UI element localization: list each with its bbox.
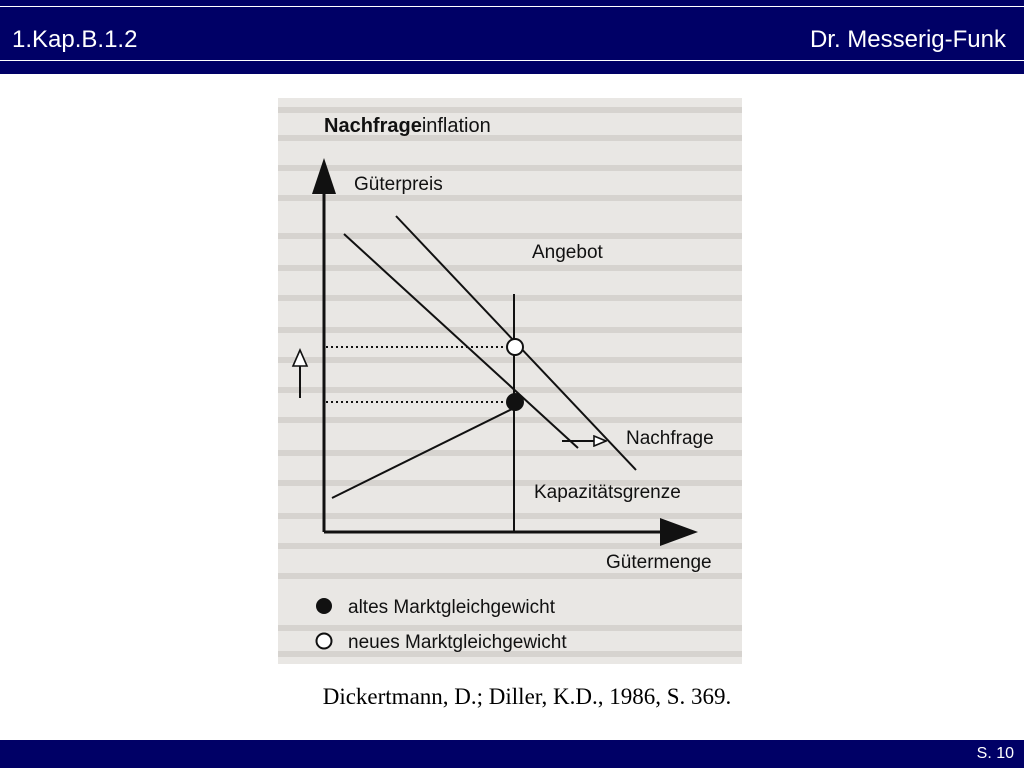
demand-label: Nachfrage [626, 428, 714, 449]
capacity-limit-label: Kapazitätsgrenze [534, 482, 681, 503]
figure-title [324, 115, 491, 137]
x-axis-label: Gütermenge [606, 552, 712, 573]
y-axis-arrowhead [312, 158, 336, 194]
figure-title-rest: inflation [421, 115, 491, 137]
legend-old-marker [316, 598, 332, 614]
y-axis-label: Güterpreis [354, 174, 443, 195]
header-bottom-rule [0, 60, 1024, 61]
page-number: S. 10 [976, 745, 1014, 762]
figure-caption: Dickertmann, D.; Diller, K.D., 1986, S. 369. [322, 684, 732, 709]
legend-new-label: neues Marktgleichgewicht [348, 632, 567, 653]
header-bar [0, 0, 1024, 74]
author-label: Dr. Messerig-Funk [809, 26, 1006, 53]
scanned-figure [278, 98, 742, 664]
header-top-rule [0, 6, 1024, 7]
legend-old-label: altes Marktgleichgewicht [348, 597, 555, 618]
supply-label: Angebot [532, 242, 603, 263]
footer-bar [0, 740, 1024, 768]
old-equilibrium-point [506, 393, 524, 411]
new-equilibrium-point [507, 339, 523, 355]
legend-new-marker [317, 634, 332, 649]
diagram-svg [278, 98, 742, 664]
figure-title-bold: Nachfrage [324, 115, 422, 137]
chapter-label: 1.Kap.B.1.2 [12, 26, 138, 53]
x-axis-arrowhead [660, 518, 698, 546]
